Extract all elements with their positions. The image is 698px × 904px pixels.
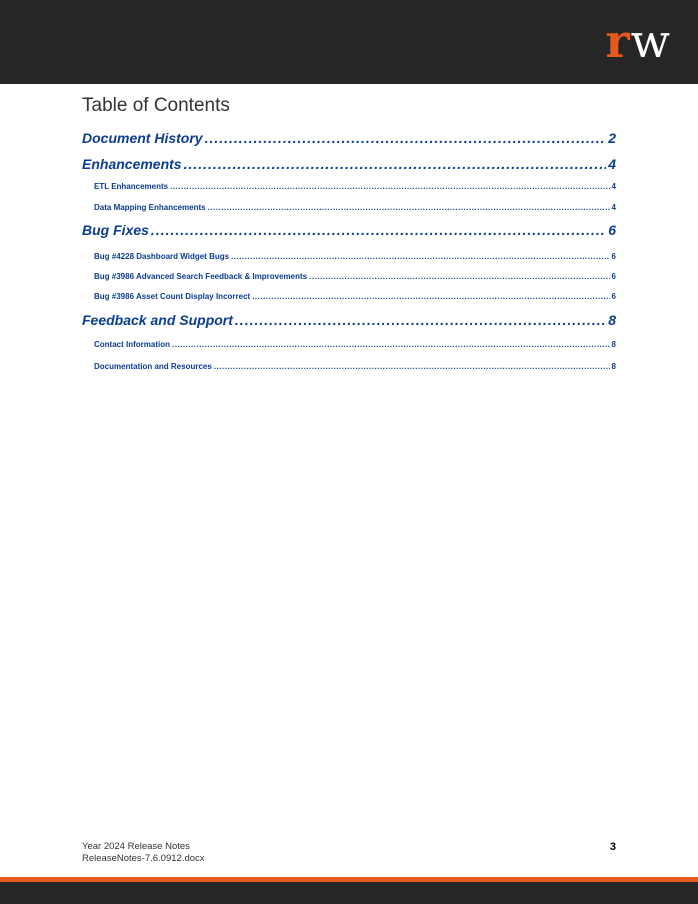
toc-entry-bug-3986-asset-count[interactable] <box>94 292 616 301</box>
toc-title: Table of Contents <box>82 95 230 116</box>
toc-entry-page: 4 <box>611 182 616 191</box>
footer-band <box>0 882 698 904</box>
header-band <box>0 0 698 84</box>
toc-entry-page: 2 <box>608 130 616 146</box>
toc-entry-label: Contact Information <box>94 340 170 349</box>
logo-letter-w: w <box>630 14 670 68</box>
toc-entry-label: Bug #4228 Dashboard Widget Bugs <box>94 252 230 261</box>
toc-entry-bug-fixes[interactable] <box>82 222 616 238</box>
toc-entry-label: ETL Enhancements <box>94 182 169 191</box>
footer-release-title: Year 2024 Release Notes <box>82 841 190 852</box>
toc-entry-document-history[interactable] <box>82 130 616 146</box>
footer-filename: ReleaseNotes-7.6.0912.docx <box>82 853 205 864</box>
toc-entry-page: 6 <box>608 222 616 238</box>
toc-entry-documentation-and-resources[interactable] <box>94 362 616 371</box>
toc-entry-label: Bug #3986 Advanced Search Feedback & Improvements <box>94 272 308 281</box>
toc-entry-page: 6 <box>611 252 616 261</box>
toc-entry-label: Data Mapping Enhancements <box>94 203 206 212</box>
toc-entry-label: Bug #3986 Asset Count Display Incorrect <box>94 292 251 301</box>
logo-letter-r: r <box>605 14 630 68</box>
toc-entry-etl-enhancements[interactable] <box>94 182 616 191</box>
toc-entry-label: Feedback and Support <box>82 312 233 328</box>
toc-entry-page: 8 <box>611 340 616 349</box>
toc-entry-enhancements[interactable] <box>82 156 616 172</box>
toc-entry-bug-3986-search[interactable] <box>94 272 616 281</box>
toc-entry-bug-4228[interactable] <box>94 252 616 261</box>
toc-entry-label: Bug Fixes <box>82 222 149 238</box>
toc-entry-page: 8 <box>608 312 616 328</box>
toc-entry-page: 4 <box>608 156 616 172</box>
footer-doc-info <box>82 841 205 865</box>
company-logo <box>605 14 670 68</box>
toc-entry-page: 6 <box>611 272 616 281</box>
toc-entry-page: 6 <box>611 292 616 301</box>
toc-entry-contact-information[interactable] <box>94 340 616 349</box>
toc-entry-data-mapping-enhancements[interactable] <box>94 203 616 212</box>
toc-entry-page: 4 <box>611 203 616 212</box>
toc-entry-label: Enhancements <box>82 156 182 172</box>
toc-entry-label: Documentation and Resources <box>94 362 212 371</box>
toc-entry-label: Document History <box>82 130 203 146</box>
toc-entry-feedback-and-support[interactable] <box>82 312 616 328</box>
toc-entry-page: 8 <box>611 362 616 371</box>
footer-page-number: 3 <box>609 841 616 853</box>
